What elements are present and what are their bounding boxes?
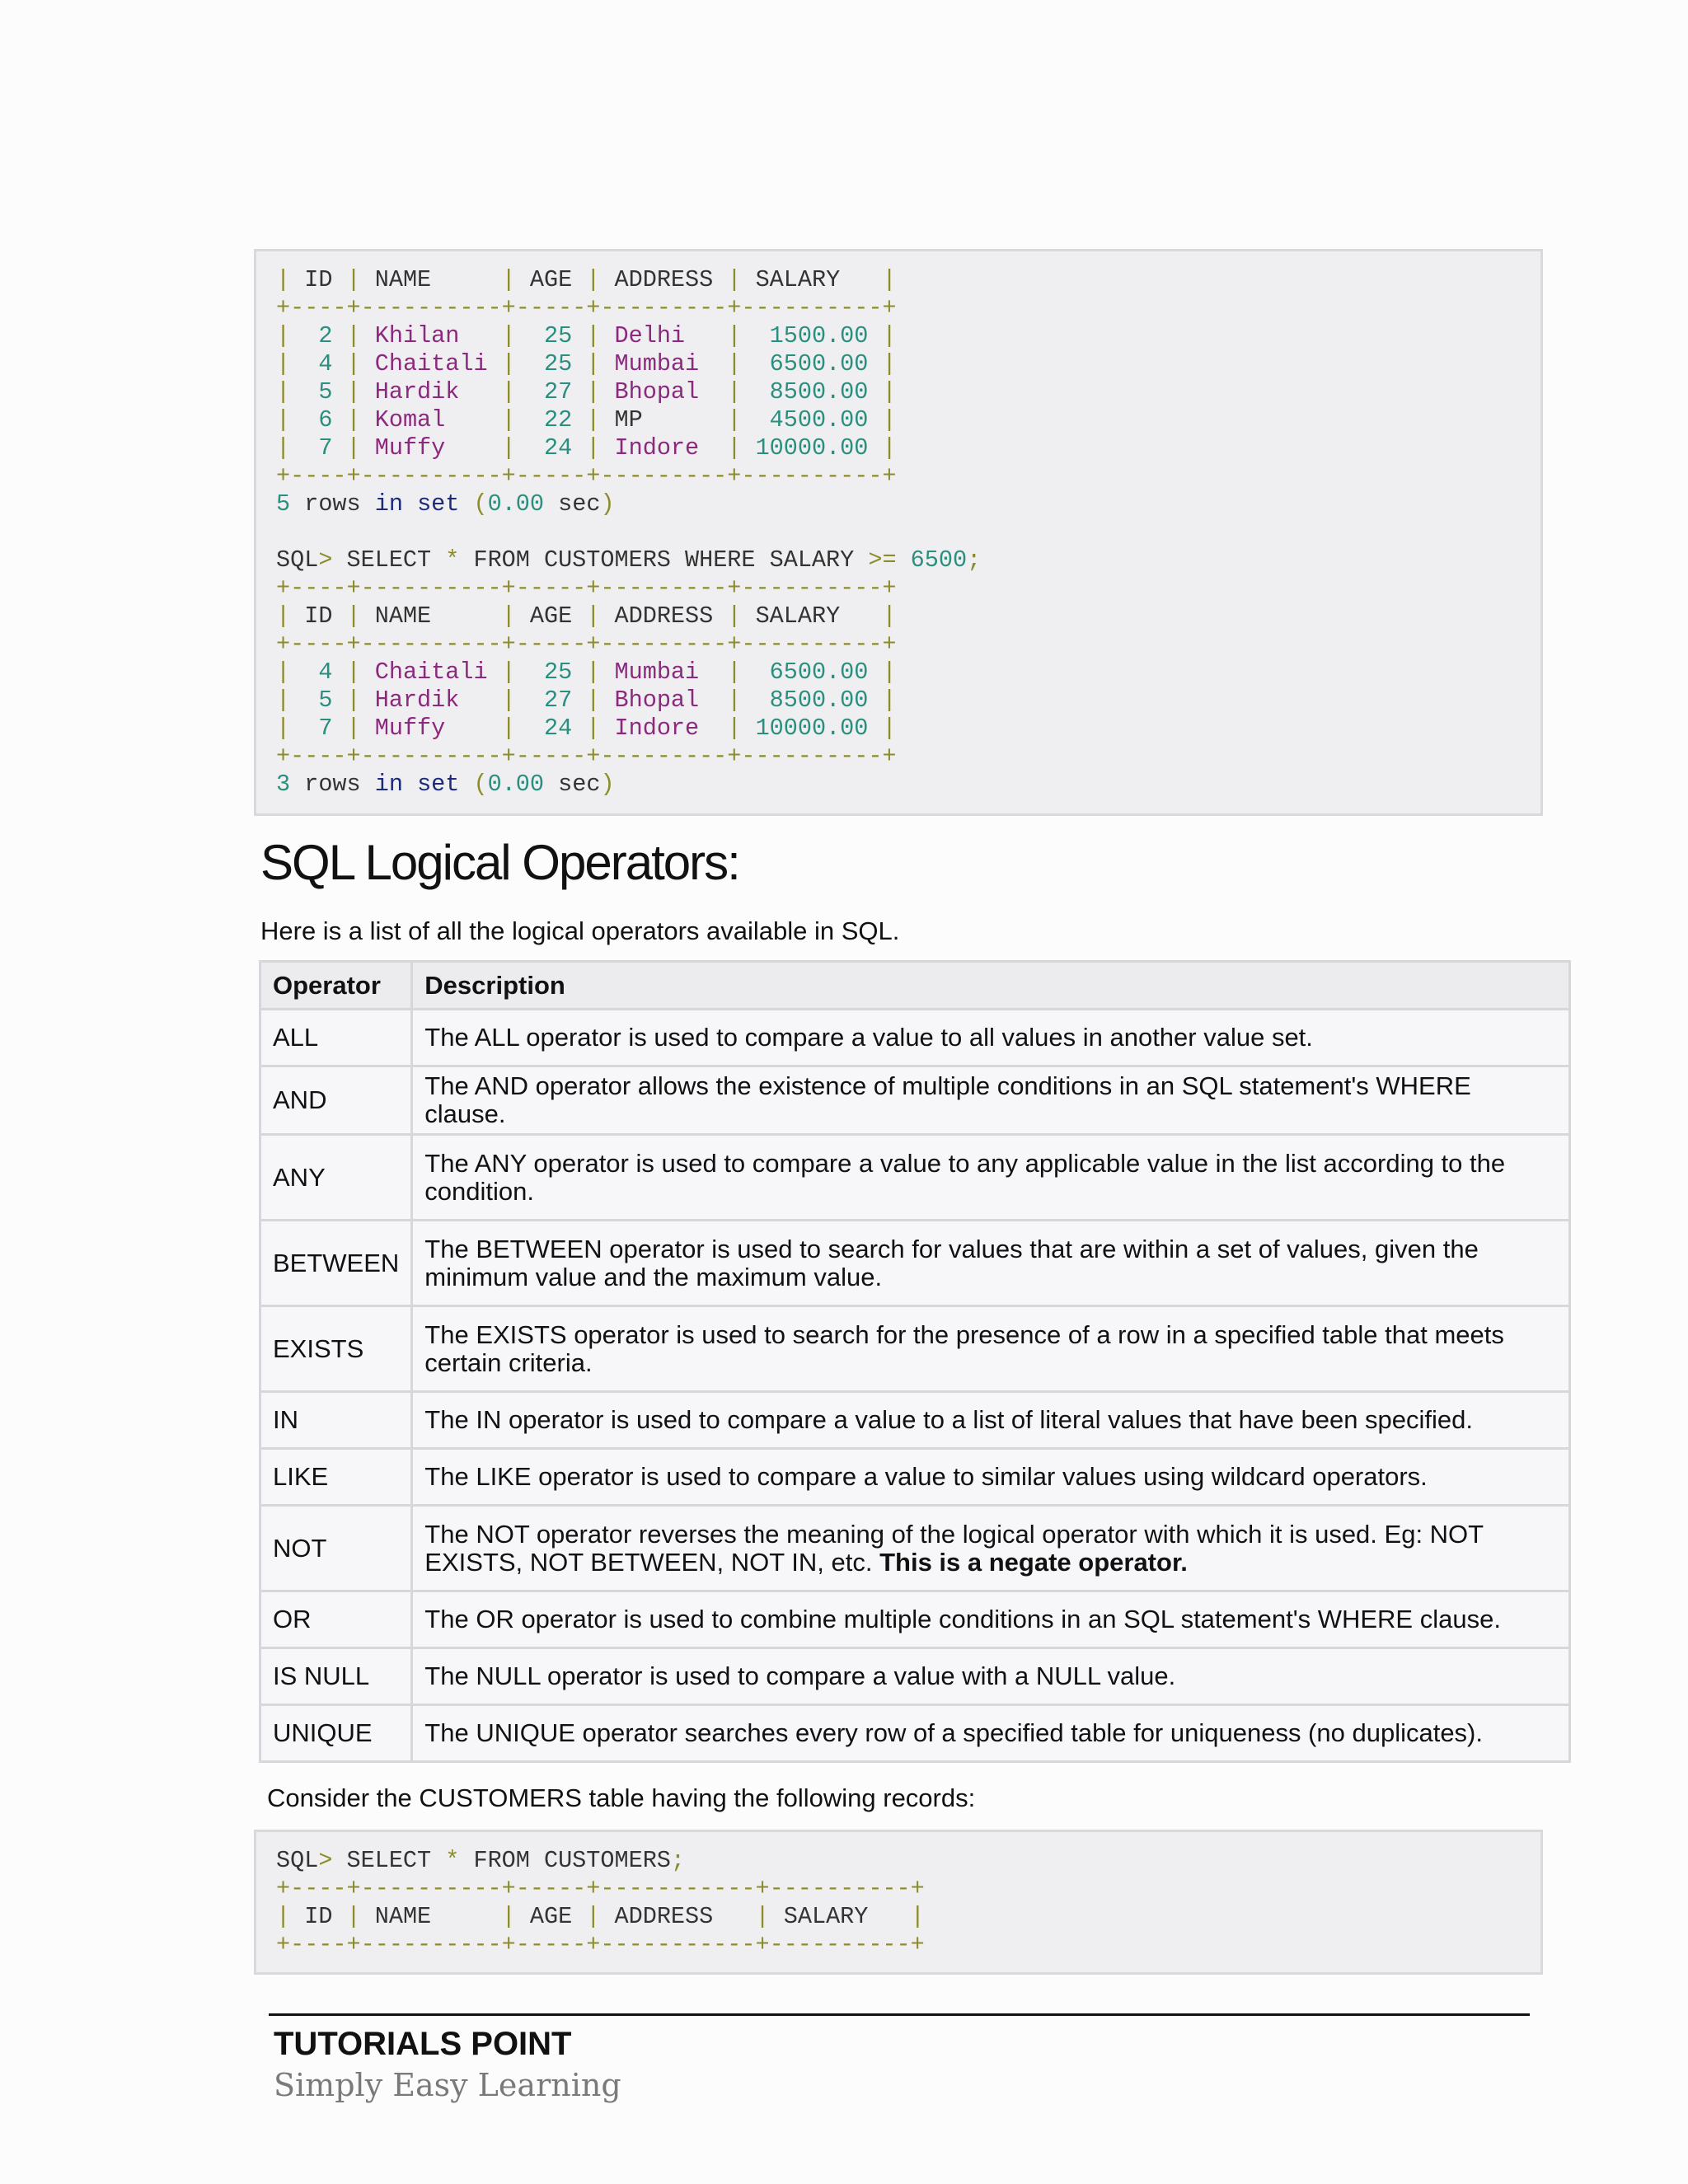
- description-text: The UNIQUE operator searches every row of a specified table for uniqueness (no duplicates).: [424, 1718, 1483, 1747]
- description-text: The ANY operator is used to compare a value to any applicable value in the list according to the condition.: [424, 1148, 1506, 1206]
- code-line: +----+----------+-----+---------+----------+: [276, 294, 897, 321]
- code-block-query-results: [254, 249, 1543, 816]
- code-text: [276, 266, 1540, 799]
- operator-cell: ALL: [260, 1010, 412, 1066]
- description-text: The NULL operator is used to compare a value with a NULL value.: [424, 1661, 1176, 1690]
- operator-cell: OR: [260, 1591, 412, 1648]
- table-row: [260, 1591, 1570, 1648]
- code-line: | 2 | Khilan | 25 | Delhi | 1500.00 |: [276, 322, 897, 349]
- table-row: [260, 1506, 1570, 1591]
- operator-cell: UNIQUE: [260, 1705, 412, 1762]
- code-line: | 7 | Muffy | 24 | Indore | 10000.00 |: [276, 434, 897, 462]
- description-cell: [412, 1705, 1570, 1762]
- code-line: SQL> SELECT * FROM CUSTOMERS;: [276, 1847, 686, 1874]
- code-line: +----+----------+-----+---------+----------+: [276, 574, 897, 602]
- code-line: | 6 | Komal | 22 | MP | 4500.00 |: [276, 406, 897, 434]
- description-text: The NOT operator reverses the meaning of the logical operator with which it is used. Eg: NOT EXISTS, NOT BETWEEN, NOT IN, etc.: [424, 1519, 1484, 1577]
- intro-paragraph: Here is a list of all the logical operators available in SQL.: [260, 916, 900, 945]
- code-line: | 5 | Hardik | 27 | Bhopal | 8500.00 |: [276, 687, 897, 714]
- table-body: [260, 1010, 1570, 1762]
- operator-cell: ANY: [260, 1135, 412, 1221]
- code-line: +----+----------+-----+---------+----------+: [276, 743, 897, 770]
- table-row: [260, 1705, 1570, 1762]
- description-text: The EXISTS operator is used to search for the presence of a row in a specified table that meets certain criteria.: [424, 1319, 1504, 1377]
- table-header-row: [260, 962, 1570, 1010]
- description-text: The OR operator is used to combine multiple conditions in an SQL statement's WHERE clause.: [424, 1605, 1501, 1633]
- code-line: 3 rows in set (0.00 sec): [276, 771, 615, 798]
- table-row: [260, 1648, 1570, 1705]
- footer-brand-title: TUTORIALS POINT: [274, 2026, 572, 2062]
- code-line: +----+----------+-----+-----------+----------+: [276, 1931, 925, 1958]
- code-line: | ID | NAME | AGE | ADDRESS | SALARY |: [276, 266, 897, 293]
- description-cell: [412, 1221, 1570, 1306]
- code-line: [276, 518, 1540, 546]
- logical-operators-table: [259, 960, 1571, 1763]
- table-row: [260, 1010, 1570, 1066]
- code-line: +----+----------+-----+---------+----------+: [276, 630, 897, 658]
- description-cell: [412, 1449, 1570, 1506]
- code-line: +----+----------+-----+-----------+----------+: [276, 1875, 925, 1902]
- description-cell: [412, 1306, 1570, 1392]
- description-emphasis: This is a negate operator.: [879, 1547, 1188, 1577]
- description-cell: [412, 1506, 1570, 1591]
- operator-cell: NOT: [260, 1506, 412, 1591]
- operator-cell: IN: [260, 1392, 412, 1449]
- code-line: | 7 | Muffy | 24 | Indore | 10000.00 |: [276, 715, 897, 742]
- table-row: [260, 1135, 1570, 1221]
- footer-brand-tagline: Simply Easy Learning: [274, 2067, 621, 2103]
- operator-cell: LIKE: [260, 1449, 412, 1506]
- code-line: | ID | NAME | AGE | ADDRESS | SALARY |: [276, 602, 897, 630]
- code-text: [276, 1847, 1540, 1959]
- description-cell: [412, 1591, 1570, 1648]
- code-line: | 5 | Hardik | 27 | Bhopal | 8500.00 |: [276, 378, 897, 405]
- code-line: 5 rows in set (0.00 sec): [276, 490, 615, 518]
- operator-cell: AND: [260, 1066, 412, 1135]
- description-text: The BETWEEN operator is used to search for values that are within a set of values, given the minimum value and the maximum value.: [424, 1234, 1479, 1291]
- table-row: [260, 1221, 1570, 1306]
- code-line: SQL> SELECT * FROM CUSTOMERS WHERE SALARY >= 6500;: [276, 546, 982, 574]
- description-text: The AND operator allows the existence of multiple conditions in an SQL statement's WHERE clause.: [424, 1071, 1471, 1128]
- consider-paragraph: Consider the CUSTOMERS table having the following records:: [267, 1783, 976, 1812]
- description-cell: [412, 1066, 1570, 1135]
- code-line: +----+----------+-----+---------+----------+: [276, 462, 897, 490]
- description-text: The IN operator is used to compare a value to a list of literal values that have been specified.: [424, 1405, 1474, 1434]
- table-row: [260, 1306, 1570, 1392]
- description-text: The LIKE operator is used to compare a value to similar values using wildcard operators.: [424, 1462, 1428, 1491]
- code-block-select-customers: [254, 1830, 1543, 1975]
- header-operator: Operator: [260, 962, 412, 1010]
- operator-cell: BETWEEN: [260, 1221, 412, 1306]
- description-cell: [412, 1392, 1570, 1449]
- description-cell: [412, 1648, 1570, 1705]
- table-row: [260, 1066, 1570, 1135]
- description-cell: [412, 1010, 1570, 1066]
- description-text: The ALL operator is used to compare a value to all values in another value set.: [424, 1023, 1313, 1052]
- footer-divider: [269, 2013, 1530, 2016]
- header-description: Description: [412, 962, 1570, 1010]
- operator-cell: EXISTS: [260, 1306, 412, 1392]
- description-cell: [412, 1135, 1570, 1221]
- table-row: [260, 1449, 1570, 1506]
- code-line: | 4 | Chaitali | 25 | Mumbai | 6500.00 |: [276, 350, 897, 377]
- code-line: | 4 | Chaitali | 25 | Mumbai | 6500.00 |: [276, 658, 897, 686]
- table-row: [260, 1392, 1570, 1449]
- code-line: | ID | NAME | AGE | ADDRESS | SALARY |: [276, 1903, 925, 1930]
- operator-cell: IS NULL: [260, 1648, 412, 1705]
- section-heading: SQL Logical Operators:: [260, 835, 739, 890]
